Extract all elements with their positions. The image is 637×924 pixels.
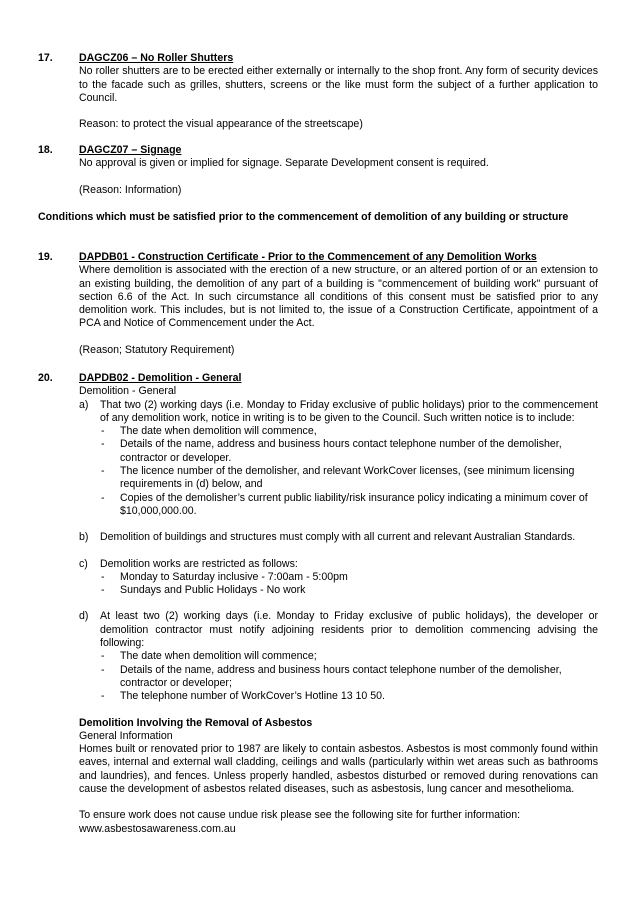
clause-text: Demolition of buildings and structures must comply with all current and relevant Australian Standards. bbox=[100, 531, 576, 544]
section-heading: Conditions which must be satisfied prior to the commencement of demolition of any building or structure bbox=[38, 211, 569, 223]
clause-a bbox=[79, 399, 598, 519]
clause-label: c) bbox=[79, 557, 88, 570]
clause-text: Demolition works are restricted as follows: bbox=[100, 557, 298, 570]
condition-reason: (Reason; Statutory Requirement) bbox=[79, 343, 235, 356]
condition-17 bbox=[38, 52, 598, 131]
clause-b bbox=[79, 531, 598, 544]
condition-title: DAPDB02 - Demolition - General bbox=[79, 372, 242, 384]
clause-d bbox=[79, 610, 598, 703]
asbestos-info: To ensure work does not cause undue risk please see the following site for further information: bbox=[79, 809, 521, 822]
condition-title: DAGCZ06 – No Roller Shutters bbox=[79, 52, 234, 64]
condition-reason: Reason: to protect the visual appearance of the streetscape) bbox=[79, 118, 363, 131]
asbestos-link[interactable]: www.asbestosawareness.com.au bbox=[79, 822, 236, 835]
condition-subtitle: Demolition - General bbox=[79, 385, 177, 398]
condition-number: 17. bbox=[38, 52, 53, 64]
clause-label: b) bbox=[79, 531, 89, 544]
list-item: - Sundays and Public Holidays - No work bbox=[101, 584, 306, 597]
list-item: - Copies of the demolisher’s current public liability/risk insurance policy indicating a minimum cover of $10,000,000.00. bbox=[101, 491, 588, 517]
condition-text: No roller shutters are to be erected either externally or internally to the shop front. Any form of security devices to the facade such as grilles, shutters, screens or the like must form the subject of a further application to Council. bbox=[79, 65, 598, 104]
list-item: - The date when demolition will commence; bbox=[101, 650, 317, 663]
condition-reason: (Reason: Information) bbox=[79, 183, 182, 196]
list-item: - Monday to Saturday inclusive - 7:00am - 5:00pm bbox=[101, 570, 348, 583]
list-item: - Details of the name, address and business hours contact telephone number of the demolisher, contractor or developer; bbox=[101, 663, 562, 689]
asbestos-text: Homes built or renovated prior to 1987 are likely to contain asbestos. Asbestos is most commonly found within eaves, internal and external wall cladding, ceilings and walls (particularly within wet areas such as bathrooms and laundries), and fences. Unless properly handled, asbestos disturbed or removed during renovations can cause the development of asbestos related diseases, such as asbestosis, lung cancer and mesothelioma. bbox=[79, 743, 598, 796]
clause-text: That two (2) working days (i.e. Monday to Friday exclusive of public holidays) prior to the commencement of any demolition work, notice in writing is to be given to the Council. Such written notice is to include: bbox=[100, 398, 598, 424]
condition-title: DAPDB01 - Construction Certificate - Prior to the Commencement of any Demolition Works bbox=[79, 251, 537, 263]
list-item: - The licence number of the demolisher, and relevant WorkCover licenses, (see minimum licensing requirements in (d) below, and bbox=[101, 465, 575, 491]
list-item: - The date when demolition will commence, bbox=[101, 425, 317, 438]
condition-20 bbox=[38, 372, 598, 836]
condition-19 bbox=[38, 251, 598, 357]
condition-number: 18. bbox=[38, 144, 53, 156]
clause-text: At least two (2) working days (i.e. Monday to Friday exclusive of public holidays), the developer or demolition contractor must notify adjoining residents prior to demolition commencing advising the following: bbox=[100, 610, 598, 650]
condition-18 bbox=[38, 144, 598, 197]
clause-label: d) bbox=[79, 610, 89, 623]
condition-text: No approval is given or implied for signage. Separate Development consent is required. bbox=[79, 157, 489, 170]
condition-text: Where demolition is associated with the erection of a new structure, or an altered portion of or an extension to an existing building, the demolition of any part of a building is "commencement of building work" pursuant of section 6.6 of the Act. In such circumstance all conditions of this consent must be satisfied prior to any demolition work. This includes, but is not limited to, the issue of a Construction Certificate, appointment of a PCA and Notice of Commencement under the Act. bbox=[79, 264, 598, 330]
condition-title: DAGCZ07 – Signage bbox=[79, 144, 182, 156]
clause-label: a) bbox=[79, 398, 89, 411]
list-item: - Details of the name, address and business hours contact telephone number of the demolisher, contractor or developer. bbox=[101, 438, 562, 464]
asbestos-heading: Demolition Involving the Removal of Asbestos bbox=[79, 716, 313, 729]
condition-number: 19. bbox=[38, 251, 53, 263]
condition-number: 20. bbox=[38, 372, 53, 384]
clause-c bbox=[79, 558, 598, 598]
asbestos-subheading: General Information bbox=[79, 729, 173, 742]
list-item: - The telephone number of WorkCover’s Hotline 13 10 50. bbox=[101, 690, 385, 703]
